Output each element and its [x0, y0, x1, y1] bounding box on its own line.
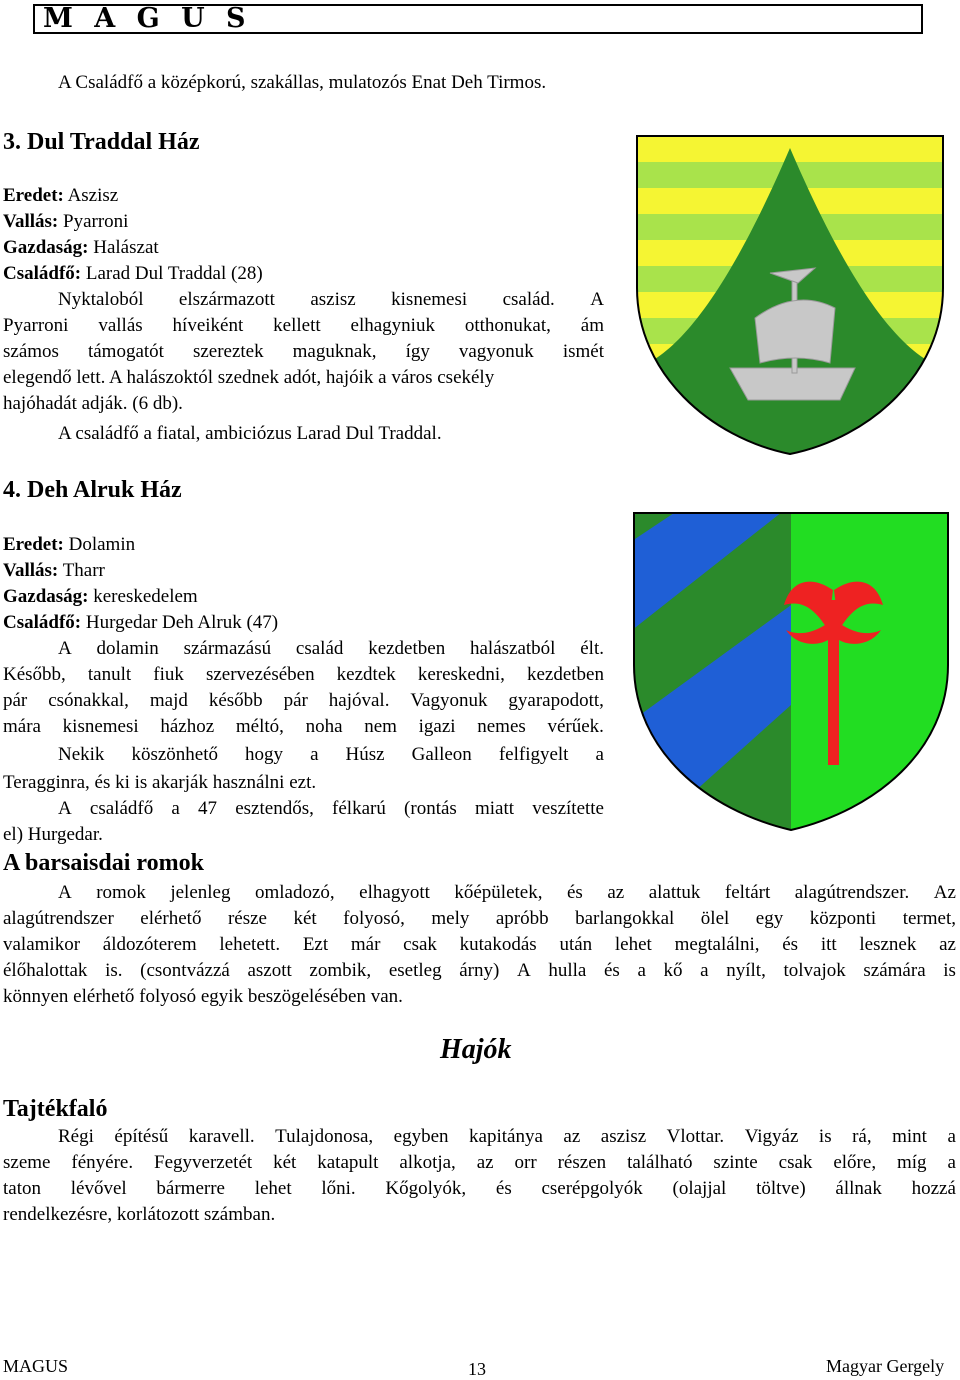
word: Vagyonuk — [410, 690, 488, 711]
word: állnak — [835, 1178, 882, 1199]
word: is. — [105, 960, 123, 981]
house3-title: 3. Dul Traddal Ház — [3, 129, 200, 155]
word: szereztek — [192, 341, 264, 362]
house4-text-line-5 — [58, 742, 604, 768]
word: cserépgolyók — [541, 1178, 643, 1199]
word: szeme — [3, 1152, 51, 1173]
word: is — [818, 1126, 832, 1147]
word: lehet — [254, 1178, 292, 1199]
word: A — [516, 960, 531, 981]
word: származású — [183, 638, 272, 659]
house4-title: 4. Deh Alruk Ház — [3, 477, 182, 503]
word: mára — [3, 716, 41, 737]
house4-text-line-7 — [58, 796, 604, 822]
word: a — [947, 1152, 956, 1173]
word: kezdtek — [336, 664, 396, 685]
house3-coat-of-arms — [620, 118, 960, 458]
word: alattuk — [648, 882, 701, 903]
word: fiuk — [153, 664, 184, 685]
house4-text-line-8: el) Hurgedar. — [3, 824, 103, 845]
word: esztendős, — [235, 798, 314, 819]
word: halászatból — [469, 638, 556, 659]
word: Az — [933, 882, 956, 903]
word: taton — [3, 1178, 41, 1199]
word: töltve) — [756, 1178, 806, 1199]
word: vagyonuk — [458, 341, 534, 362]
word: az — [563, 1126, 581, 1147]
word: család — [295, 638, 344, 659]
word: (olajjal — [672, 1178, 727, 1199]
footer-right: Magyar Gergely — [826, 1356, 945, 1376]
tajtekfalo-text-line-1 — [58, 1124, 956, 1150]
word: Régi — [58, 1126, 94, 1147]
word: is — [943, 960, 956, 981]
word: vérűek. — [547, 716, 604, 737]
word: míg — [897, 1152, 927, 1173]
word: kereskedni, — [417, 664, 505, 685]
word: maguknak, — [292, 341, 377, 362]
word: elérhető — [140, 908, 202, 929]
house4-economy: Gazdaság: kereskedelem — [3, 586, 198, 607]
word: kutakodás — [459, 934, 537, 955]
word: Galleon — [411, 744, 472, 765]
word: két — [293, 908, 317, 929]
word: Húsz — [345, 744, 385, 765]
house4-text-line-4 — [3, 714, 604, 740]
page-number: 13 — [468, 1359, 486, 1379]
word: itt — [820, 934, 837, 955]
word: ismét — [562, 341, 604, 362]
word: Vlottar. — [666, 1126, 725, 1147]
word: kő — [663, 960, 683, 981]
ruins-text-line-1 — [58, 880, 956, 906]
word: kellett — [273, 315, 321, 336]
word: igazi — [418, 716, 456, 737]
word: A — [58, 638, 72, 659]
word: hajóval. — [328, 690, 390, 711]
word: miatt — [475, 798, 515, 819]
house4-religion: Vallás: Tharr — [3, 560, 105, 581]
word: veszítette — [532, 798, 604, 819]
word: jelenleg — [170, 882, 231, 903]
house4-text-line-3 — [3, 688, 604, 714]
word: alkotja, — [399, 1152, 456, 1173]
word: Vigyáz — [744, 1126, 799, 1147]
word: támogatót — [87, 341, 164, 362]
intro-line: A Családfő a középkorú, szakállas, mulatozós Enat Deh Tirmos. — [58, 72, 547, 93]
word: ölel — [700, 908, 730, 929]
word: majd — [149, 690, 188, 711]
house4-text-line-6: Teragginra, és ki is akarják használni ezt. — [3, 772, 317, 793]
word: valamikor — [3, 934, 81, 955]
word: lévővel — [70, 1178, 127, 1199]
tajtekfalo-text-line-4: rendelkezésre, korlátozott számban. — [3, 1204, 276, 1225]
page-banner — [33, 4, 923, 34]
ruins-title: A barsaisdai romok — [3, 850, 204, 876]
ships-heading: Hajók — [440, 1034, 512, 1065]
word: az — [939, 934, 956, 955]
tajtekfalo-text-line-2 — [3, 1150, 956, 1176]
house3-head: Családfő: Larad Dul Traddal (28) — [3, 263, 263, 284]
word: tanult — [87, 664, 132, 685]
word: fényére. — [71, 1152, 134, 1173]
word: elhagyniuk — [350, 315, 435, 336]
tajtekfalo-title: Tajtékfaló — [3, 1096, 108, 1122]
word: csak — [778, 1152, 813, 1173]
word: így — [405, 341, 430, 362]
word: kezdetben — [368, 638, 446, 659]
word: hogy — [245, 744, 284, 765]
word: szervezésében — [205, 664, 315, 685]
word: szinte — [713, 1152, 758, 1173]
word: élőhalottak — [3, 960, 88, 981]
house4-coat-of-arms — [626, 505, 956, 835]
word: omladozó, — [254, 882, 335, 903]
word: 47 — [198, 798, 218, 819]
word: ám — [580, 315, 604, 336]
word: a — [595, 744, 604, 765]
house3-text-line-4: elegendő lett. A halászoktól szednek adót, hajóik a város csekély — [3, 367, 495, 388]
word: Nekik — [58, 744, 105, 765]
word: hulla — [548, 960, 587, 981]
word: később — [208, 690, 263, 711]
word: áldozóterem — [102, 934, 197, 955]
word: barlangokkal — [575, 908, 675, 929]
word: A — [58, 798, 72, 819]
word: karavell. — [188, 1126, 255, 1147]
house3-origin: Eredet: Aszisz — [3, 185, 119, 206]
word: a — [310, 744, 319, 765]
word: Fegyverzetét — [154, 1152, 253, 1173]
word: Tulajdonosa, — [275, 1126, 374, 1147]
word: lesznek — [859, 934, 917, 955]
word: elszármazott — [178, 289, 275, 310]
word: házhoz — [160, 716, 215, 737]
word: élt. — [580, 638, 604, 659]
word: számos — [3, 341, 59, 362]
house4-head: Családfő: Hurgedar Deh Alruk (47) — [3, 612, 279, 633]
word: A — [590, 289, 604, 310]
word: alagútrendszer — [3, 908, 114, 929]
word: családfő — [89, 798, 154, 819]
word: található — [627, 1152, 693, 1173]
word: Kőgolyók, — [385, 1178, 467, 1199]
word: Pyarroni — [3, 315, 69, 336]
word: kisnemesi — [62, 716, 139, 737]
ruins-text-line-4 — [3, 958, 956, 984]
word: és — [782, 934, 799, 955]
word: tolvajok — [783, 960, 846, 981]
word: pár — [283, 690, 308, 711]
word: romok — [96, 882, 146, 903]
house4-text-line-2 — [3, 662, 604, 688]
word: rá, — [852, 1126, 872, 1147]
word: számára — [863, 960, 926, 981]
word: csónakkal, — [48, 690, 129, 711]
word: köszönhető — [131, 744, 219, 765]
word: és — [603, 960, 620, 981]
word: lehet — [614, 934, 652, 955]
word: A — [58, 882, 72, 903]
word: egyben — [393, 1126, 449, 1147]
word: híveiként — [172, 315, 244, 336]
word: aszisz — [600, 1126, 647, 1147]
word: az — [607, 882, 625, 903]
footer-left: MAGUS — [3, 1356, 69, 1376]
word: a — [700, 960, 709, 981]
word: noha — [305, 716, 343, 737]
word: feltárt — [724, 882, 771, 903]
word: otthonukat, — [464, 315, 551, 336]
house3-text-line-2 — [3, 313, 604, 339]
word: kisnemesi — [391, 289, 468, 310]
word: már — [350, 934, 381, 955]
ruins-text-line-5: könnyen elérhető folyosó egyik beszögelésében van. — [3, 986, 403, 1007]
word: kezdetben — [526, 664, 604, 685]
word: mely — [431, 908, 470, 929]
word: a — [947, 1126, 956, 1147]
house4-text-line-1 — [58, 636, 604, 662]
word: Nyktaloból — [58, 289, 144, 310]
word: és — [566, 882, 583, 903]
word: hozzá — [911, 1178, 956, 1199]
word: részen — [557, 1152, 607, 1173]
word: Később, — [3, 664, 66, 685]
word: termet, — [902, 908, 956, 929]
word: esetleg — [388, 960, 442, 981]
word: része — [227, 908, 267, 929]
word: orr — [514, 1152, 537, 1173]
word: lehetett. — [219, 934, 281, 955]
word: árny) — [459, 960, 500, 981]
word: katapult — [317, 1152, 379, 1173]
word: nem — [364, 716, 397, 737]
word: megtalálni, — [674, 934, 760, 955]
house3-religion: Vallás: Pyarroni — [3, 211, 129, 232]
word: kőépületek, — [454, 882, 543, 903]
word: család. — [502, 289, 555, 310]
word: két — [273, 1152, 297, 1173]
house3-text-line-6: A családfő a fiatal, ambiciózus Larad Dul Traddal. — [58, 423, 442, 444]
word: (rontás — [404, 798, 457, 819]
word: aszott — [247, 960, 292, 981]
house3-economy: Gazdaság: Halászat — [3, 237, 159, 258]
word: gyarapodott, — [508, 690, 604, 711]
word: után — [559, 934, 593, 955]
tajtekfalo-text-line-3 — [3, 1176, 956, 1202]
word: apróbb — [495, 908, 549, 929]
word: a — [171, 798, 180, 819]
word: építésű — [114, 1126, 169, 1147]
word: nemes — [477, 716, 526, 737]
word: egy — [755, 908, 784, 929]
banner-text: M A G U S — [43, 4, 252, 34]
word: a — [637, 960, 646, 981]
word: vallás — [98, 315, 143, 336]
word: aszisz — [310, 289, 356, 310]
word: Ezt — [302, 934, 329, 955]
house3-text-line-1 — [58, 287, 604, 313]
house4-origin: Eredet: Dolamin — [3, 534, 136, 555]
word: elhagyott — [359, 882, 430, 903]
word: dolamin — [96, 638, 159, 659]
word: előre, — [833, 1152, 877, 1173]
house3-text-line-3 — [3, 339, 604, 365]
word: felfigyelt — [498, 744, 569, 765]
word: nyílt, — [726, 960, 766, 981]
word: kapitánya — [469, 1126, 543, 1147]
word: az — [476, 1152, 494, 1173]
word: bármerre — [156, 1178, 225, 1199]
house3-text-line-5: hajóhadát adják. (6 db). — [3, 393, 183, 414]
ruins-text-line-3 — [3, 932, 956, 958]
word: félkarú — [332, 798, 386, 819]
word: és — [495, 1178, 512, 1199]
word: pár — [3, 690, 28, 711]
word: (csontvázzá — [140, 960, 230, 981]
word: méltó, — [235, 716, 284, 737]
word: mint — [892, 1126, 927, 1147]
word: lőni. — [321, 1178, 356, 1199]
word: csak — [403, 934, 437, 955]
word: központi — [809, 908, 877, 929]
word: folyosó, — [343, 908, 405, 929]
word: zombik, — [309, 960, 372, 981]
word: alagútrendszer. — [794, 882, 910, 903]
ruins-text-line-2 — [3, 906, 956, 932]
